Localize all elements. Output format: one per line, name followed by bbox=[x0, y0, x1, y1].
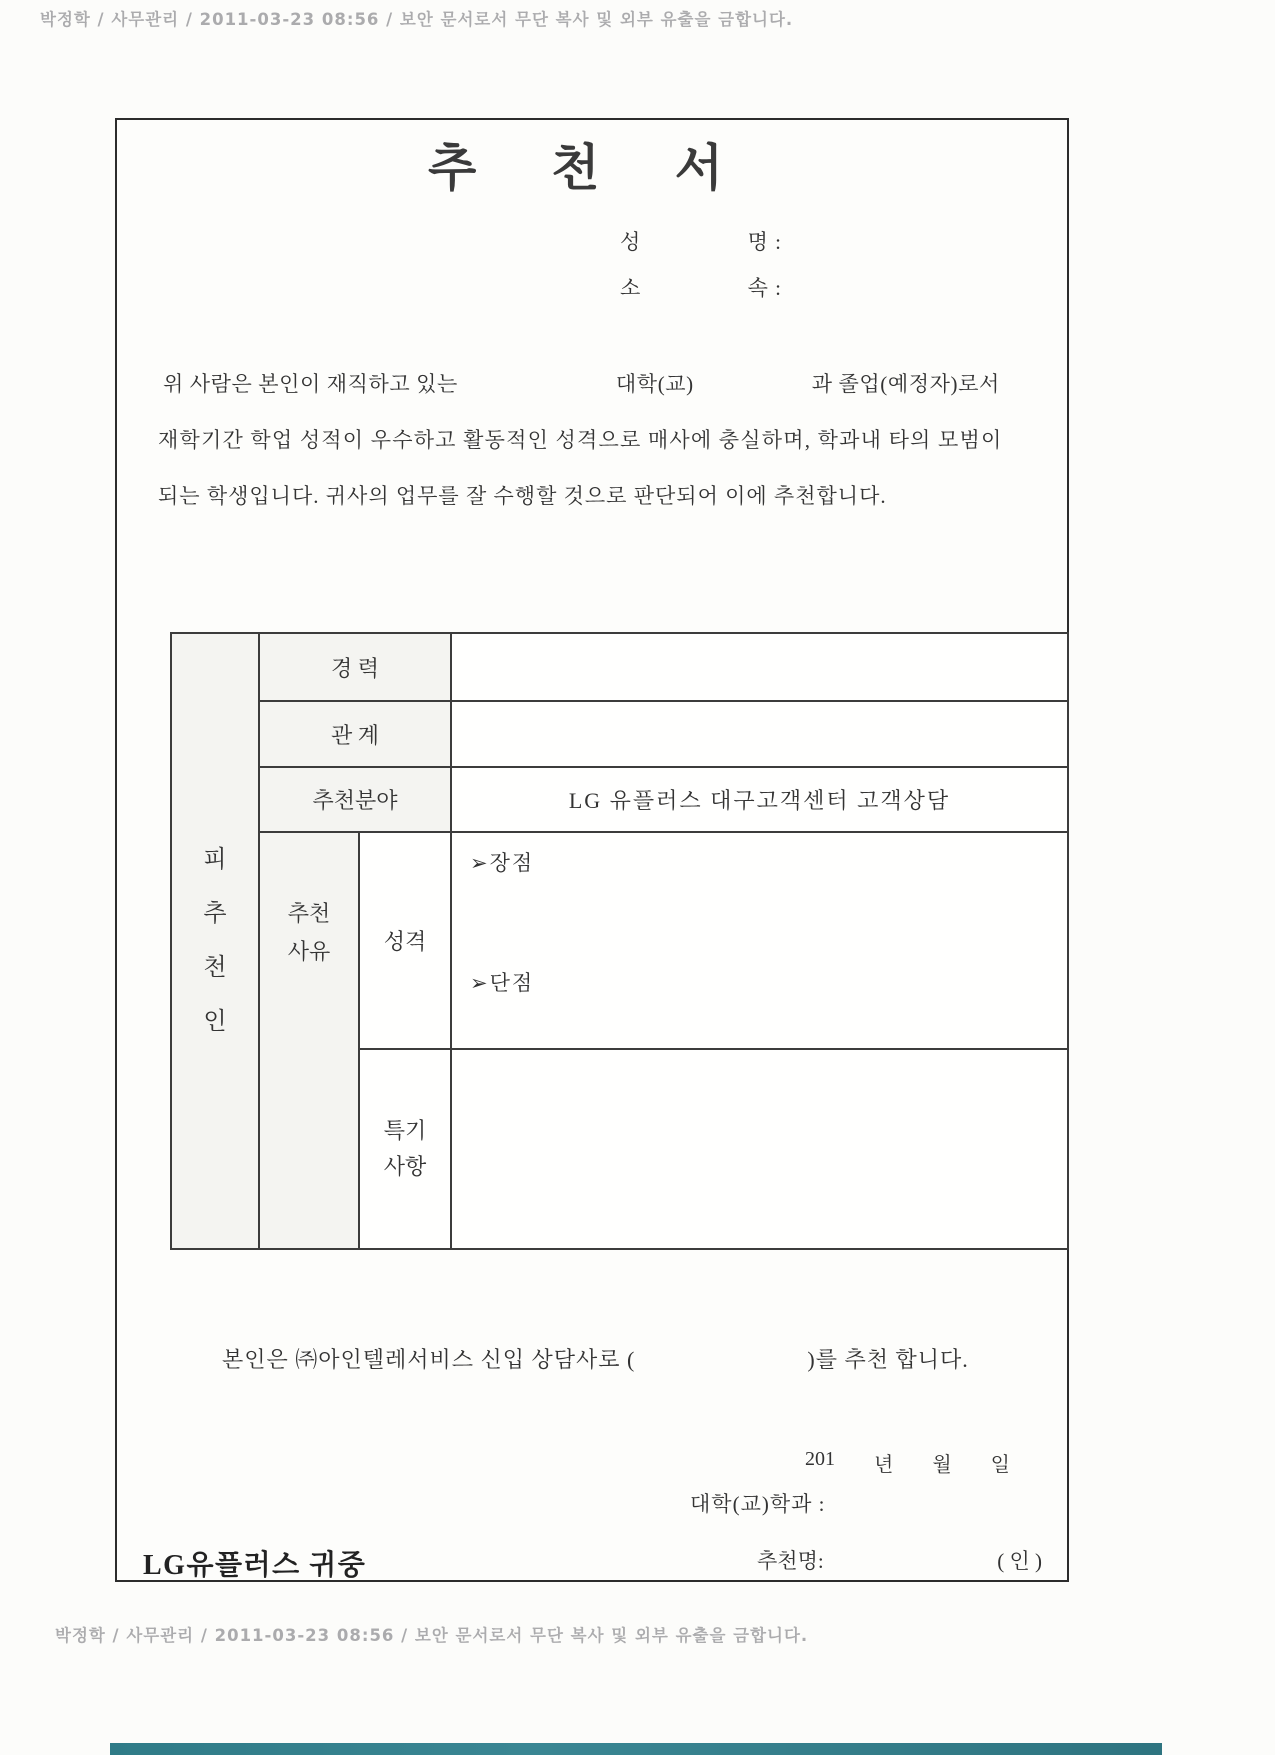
arrowhead-bullet-icon-weakness: ➢단점 bbox=[470, 971, 535, 995]
recommendation-statement bbox=[222, 1343, 969, 1374]
table-cell-notes-label bbox=[360, 1050, 452, 1248]
recommendation-table bbox=[170, 632, 1069, 1250]
seal-placeholder: ( 인 ) bbox=[997, 1549, 1042, 1573]
notes-label-line2: 사항 bbox=[383, 1154, 427, 1179]
scan-artifact-strip bbox=[110, 1743, 1162, 1755]
date-day-label: 일 bbox=[990, 1454, 1010, 1476]
recommendation-prefix: 본인은 ㈜아인텔레서비스 신입 상담사로 ( bbox=[222, 1347, 636, 1372]
body-paragraph-line-1 bbox=[163, 368, 1000, 398]
recommendation-suffix: )를 추천 합니다. bbox=[807, 1347, 969, 1372]
subject-vertical-label: 피추천인 bbox=[203, 847, 227, 1035]
affiliation-label-first: 소 bbox=[620, 276, 642, 300]
name-field-row bbox=[620, 226, 782, 256]
recommender-signature-line bbox=[757, 1545, 1042, 1575]
reason-label-line2: 사유 bbox=[287, 939, 331, 964]
table-cell-field-label: 추천분야 bbox=[260, 768, 452, 833]
table-cell-personality-label: 성격 bbox=[360, 833, 452, 1050]
security-watermark-bottom: 박정학 / 사무관리 / 2011-03-23 08:56 / 보안 문서로서 무단 복사 및 외부 유출을 금합니다. bbox=[55, 1626, 809, 1645]
body-line1-part1: 위 사람은 본인이 재직하고 있는 bbox=[163, 372, 458, 396]
name-label-second: 명 : bbox=[747, 230, 782, 254]
body-line1-part2: 대학(교) bbox=[615, 372, 694, 396]
body-line1-part3: 과 졸업(예정자)로서 bbox=[811, 372, 1000, 396]
table-cell-notes-value bbox=[452, 1050, 1067, 1248]
date-month-label: 월 bbox=[932, 1454, 952, 1476]
table-cell-field-value: LG 유플러스 대구고객센터 고객상담 bbox=[452, 768, 1067, 833]
strengths-bullet-line bbox=[470, 847, 534, 877]
recipient-company-line: LG유플러스 귀중 bbox=[143, 1550, 367, 1581]
university-department-line: 대학(교)학과 : bbox=[690, 1492, 826, 1516]
date-year-label: 년 bbox=[874, 1454, 894, 1476]
table-cell-personality-value bbox=[452, 833, 1067, 1050]
affiliation-label-second: 속 : bbox=[747, 276, 782, 300]
table-cell-relation-label: 관 계 bbox=[260, 702, 452, 768]
weaknesses-bullet-line bbox=[470, 967, 534, 997]
table-cell-reason-label bbox=[260, 833, 360, 1248]
date-year-value: 201 bbox=[805, 1448, 835, 1470]
date-line bbox=[805, 1448, 1010, 1477]
table-cell-career-value bbox=[452, 634, 1067, 702]
table-cell-subject bbox=[172, 634, 260, 1248]
arrowhead-bullet-icon-strength: ➢장점 bbox=[470, 851, 535, 875]
security-watermark-top: 박정학 / 사무관리 / 2011-03-23 08:56 / 보안 문서로서 무단 복사 및 외부 유출을 금합니다. bbox=[40, 10, 794, 29]
body-paragraph-line-3: 되는 학생입니다. 귀사의 업무를 잘 수행할 것으로 판단되어 이에 추천합니다. bbox=[158, 484, 887, 508]
recommender-name-label: 추천명: bbox=[757, 1549, 824, 1573]
affiliation-field-row bbox=[620, 272, 782, 302]
table-cell-career-label: 경 력 bbox=[260, 634, 452, 702]
reason-label-line1: 추천 bbox=[287, 901, 331, 926]
notes-label-line1: 특기 bbox=[383, 1118, 427, 1143]
document-title: 추천서 bbox=[428, 140, 798, 196]
name-label-first: 성 bbox=[620, 230, 642, 254]
table-cell-relation-value bbox=[452, 702, 1067, 768]
body-paragraph-line-2: 재학기간 학업 성적이 우수하고 활동적인 성격으로 매사에 충실하며, 학과내 타의 모범이 bbox=[158, 428, 1003, 452]
